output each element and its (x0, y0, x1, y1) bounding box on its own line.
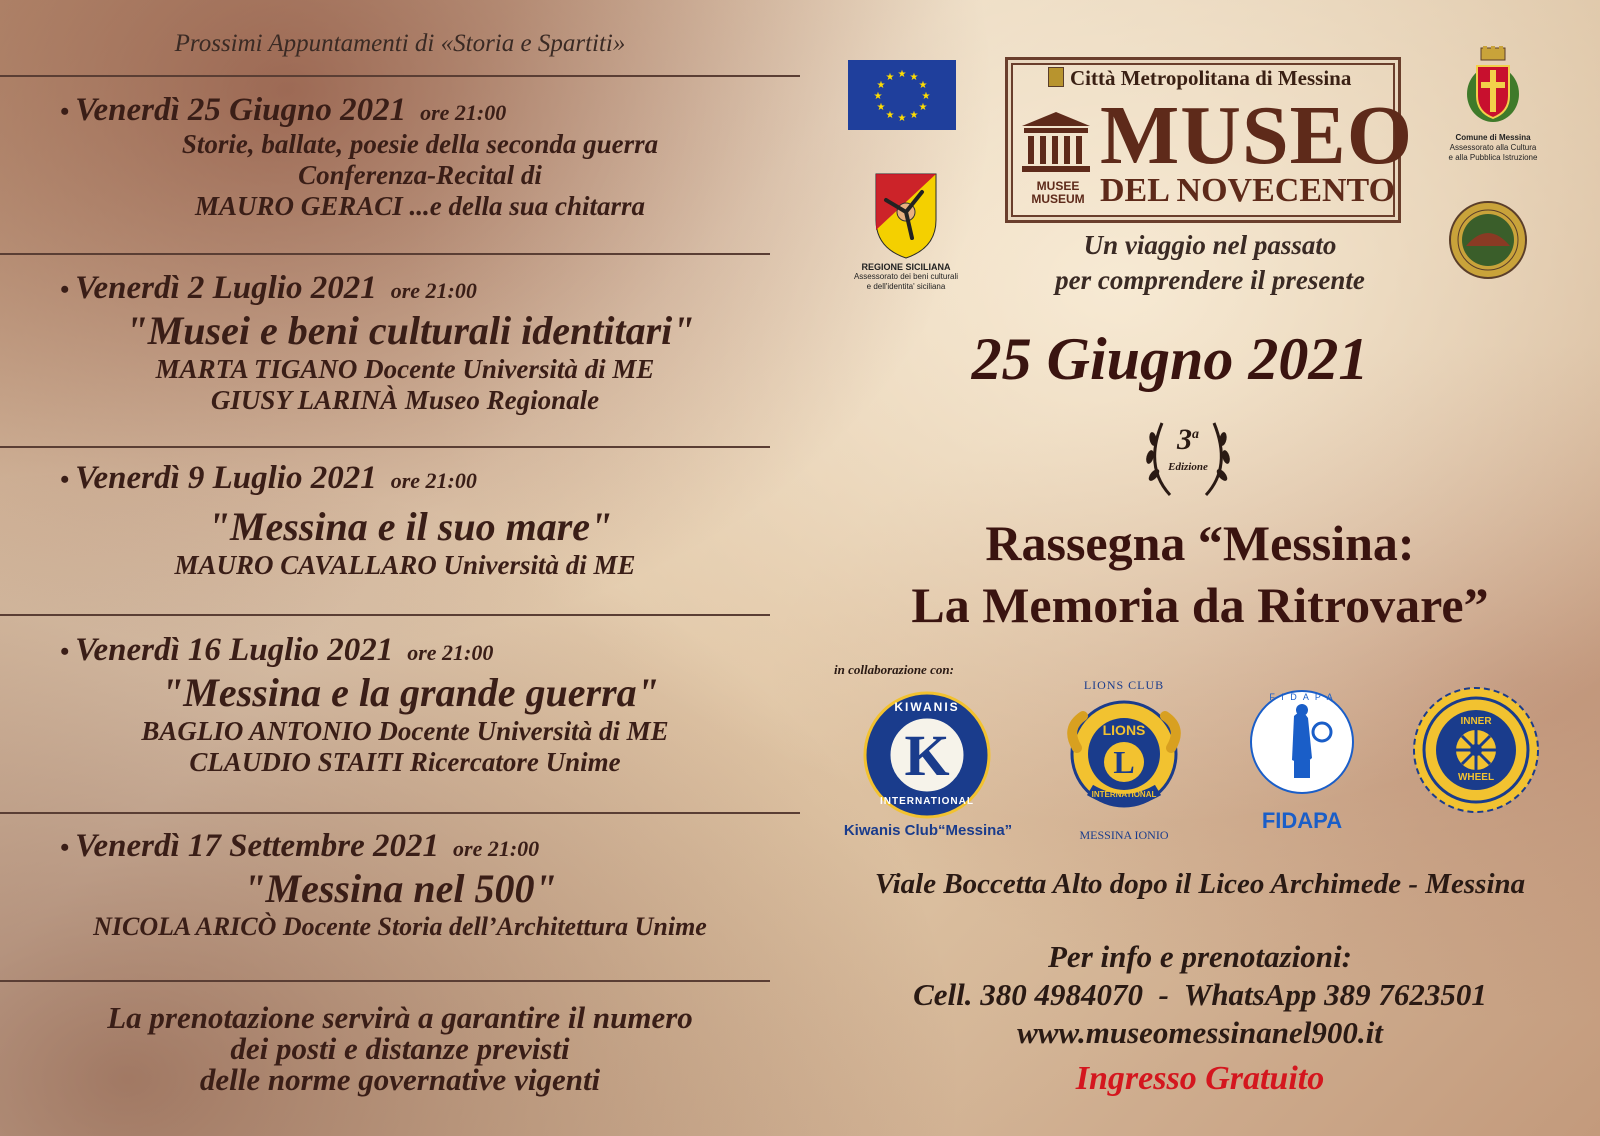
lions-band-text: INTERNATIONAL (1091, 790, 1157, 799)
collab-label: in collaborazione con: (834, 662, 954, 677)
museo-city (1048, 66, 1351, 91)
bullet: • (60, 833, 70, 862)
comune-line: e alla Pubblica Istruzione (1448, 153, 1538, 162)
lions-inner-text: LIONS (1102, 722, 1146, 738)
edition-number (1140, 423, 1236, 457)
event-time: ore 21:00 (420, 100, 507, 125)
lions-caption: MESSINA IONIO (1079, 828, 1169, 842)
schedule-header: Prossimi Appuntamenti di «Storia e Spartiti» (174, 30, 626, 57)
fidapa-logo (1248, 688, 1356, 796)
inner-wheel-top: INNER (1460, 716, 1492, 727)
tagline-line: per comprendere il presente (1055, 265, 1365, 295)
event-date: Venerdì 17 Settembre 2021 (75, 828, 440, 864)
event-time: ore 21:00 (390, 278, 477, 303)
event-date: Venerdì 2 Luglio 2021 (75, 270, 377, 306)
event-item (0, 92, 800, 222)
inner-wheel-logo (1412, 686, 1540, 814)
svg-text:★: ★ (873, 91, 883, 102)
comune-name: Comune di Messina (1455, 133, 1531, 142)
museo-tagline (1010, 228, 1410, 298)
booking-note-line: La prenotazione servirà a garantire il numero (107, 1000, 693, 1035)
bullet: • (60, 637, 70, 666)
svg-text:★: ★ (909, 110, 919, 121)
lions-top-text: LIONS CLUB (1083, 678, 1165, 692)
event-title: "Messina e la grande guerra" (161, 670, 659, 715)
museum-text: MUSEUM (1031, 192, 1085, 206)
divider (0, 980, 770, 982)
svg-text:★: ★ (918, 102, 928, 113)
museo-city-text: Città Metropolitana di Messina (1070, 66, 1352, 90)
event-line: GIUSY LARINÀ Museo Regionale (210, 385, 600, 415)
svg-text:★: ★ (909, 72, 919, 83)
kiwanis-caption: Kiwanis Club“Messina” (843, 822, 1013, 839)
free-entry-label: Ingresso Gratuito (1075, 1060, 1325, 1097)
bullet: • (60, 275, 70, 304)
kiwanis-logo (862, 690, 992, 820)
bullet: • (60, 465, 70, 494)
regione-siciliana-caption (838, 262, 974, 292)
event-time: ore 21:00 (407, 640, 494, 665)
event-item (0, 632, 800, 778)
comune-messina-crest-icon (1465, 46, 1521, 126)
kiwanis-ring-top: KIWANIS (894, 700, 960, 714)
event-item (0, 270, 800, 416)
event-line: MAURO CAVALLARO Università di ME (174, 550, 636, 580)
event-date: Venerdì 16 Luglio 2021 (75, 632, 394, 668)
event-main-date: 25 Giugno 2021 (971, 326, 1369, 392)
inner-wheel-bottom: WHEEL (1457, 772, 1495, 783)
event-date-row (0, 460, 800, 497)
event-title: "Messina nel 500" (243, 866, 557, 911)
venue-address: Viale Boccetta Alto dopo il Liceo Archimede - Messina (874, 868, 1526, 900)
event-date: Venerdì 9 Luglio 2021 (75, 460, 377, 496)
info-heading: Per info e prenotazioni: (1048, 939, 1352, 974)
event-item (0, 828, 800, 942)
kiwanis-letter: K (904, 723, 950, 788)
edition-sup: a (1192, 427, 1199, 442)
regione-name: REGIONE SICILIANA (861, 262, 951, 272)
divider (0, 812, 800, 814)
event-title: "Musei e beni culturali identitari" (125, 308, 695, 353)
svg-text:★: ★ (897, 113, 907, 124)
museo-logo (1005, 57, 1414, 223)
event-date-row (0, 632, 800, 669)
edition-label: Edizione (1168, 461, 1208, 473)
regione-line: Assessorato dei beni culturali (853, 272, 959, 281)
rassegna-title (800, 512, 1600, 636)
booking-note-line: delle norme governative vigenti (199, 1062, 601, 1097)
contact-info (840, 938, 1560, 1052)
crest-mini-icon (1048, 67, 1064, 87)
event-date: Venerdì 25 Giugno 2021 (75, 92, 407, 128)
event-line: CLAUDIO STAITI Ricercatore Unime (189, 747, 621, 777)
tagline-line: Un viaggio nel passato (1083, 230, 1337, 260)
event-line: Conferenza-Recital di (298, 160, 542, 190)
lions-letter: L (1113, 744, 1135, 780)
event-title: "Messina e il suo mare" (207, 504, 613, 549)
svg-text:★: ★ (921, 91, 931, 102)
divider (0, 253, 770, 255)
museo-subtitle: DEL NOVECENTO (1100, 172, 1396, 209)
musee-text: MUSEE (1036, 179, 1080, 193)
event-date-row (0, 92, 800, 129)
booking-note (0, 1002, 800, 1095)
divider (0, 75, 800, 77)
info-phones: Cell. 380 4984070 - WhatsApp 389 7623501 (913, 977, 1487, 1012)
event-line: NICOLA ARICÒ Docente Storia dell’Architettura Unime (93, 912, 707, 941)
svg-text:★: ★ (876, 80, 886, 91)
museo-title: MUSEO (1100, 89, 1414, 182)
edition-num: 3 (1177, 423, 1192, 456)
rassegna-line: Rassegna “Messina: (985, 515, 1415, 571)
fidapa-ring-text: F I D A P A (1269, 692, 1335, 702)
comune-caption (1430, 133, 1556, 163)
svg-text:★: ★ (918, 80, 928, 91)
musee-museum-label (1018, 180, 1098, 206)
event-line: BAGLIO ANTONIO Docente Università di ME (141, 716, 669, 746)
regione-line: e dell'identita' siciliana (866, 282, 946, 291)
svg-text:★: ★ (885, 72, 895, 83)
event-date-row (0, 270, 800, 307)
event-date-row (0, 828, 800, 865)
temple-icon (1020, 110, 1092, 174)
kiwanis-ring-bottom: INTERNATIONAL (880, 796, 974, 807)
eu-flag-logo (848, 60, 956, 130)
event-line: Storie, ballate, poesie della seconda guerra (181, 129, 659, 159)
svg-text:★: ★ (876, 102, 886, 113)
event-time: ore 21:00 (390, 468, 477, 493)
divider (0, 614, 770, 616)
svg-text:★: ★ (885, 110, 895, 121)
svg-text:★: ★ (897, 69, 907, 80)
rassegna-line: La Memoria da Ritrovare” (911, 577, 1489, 633)
fidapa-caption: FIDAPA (1261, 808, 1343, 833)
event-line: MAURO GERACI ...e della sua chitarra (194, 191, 646, 221)
regione-siciliana-logo (872, 170, 940, 260)
event-line: MARTA TIGANO Docente Università di ME (155, 354, 655, 384)
event-time: ore 21:00 (453, 836, 540, 861)
comune-line: Assessorato alla Cultura (1449, 143, 1537, 152)
edition-badge (1140, 405, 1236, 505)
info-website: www.museomessinanel900.it (1017, 1015, 1383, 1050)
bullet: • (60, 97, 70, 126)
booking-note-line: dei posti e distanze previsti (230, 1031, 570, 1066)
event-item (0, 460, 800, 581)
lions-logo (1055, 678, 1193, 826)
divider (0, 446, 770, 448)
university-seal-icon (1448, 200, 1528, 280)
